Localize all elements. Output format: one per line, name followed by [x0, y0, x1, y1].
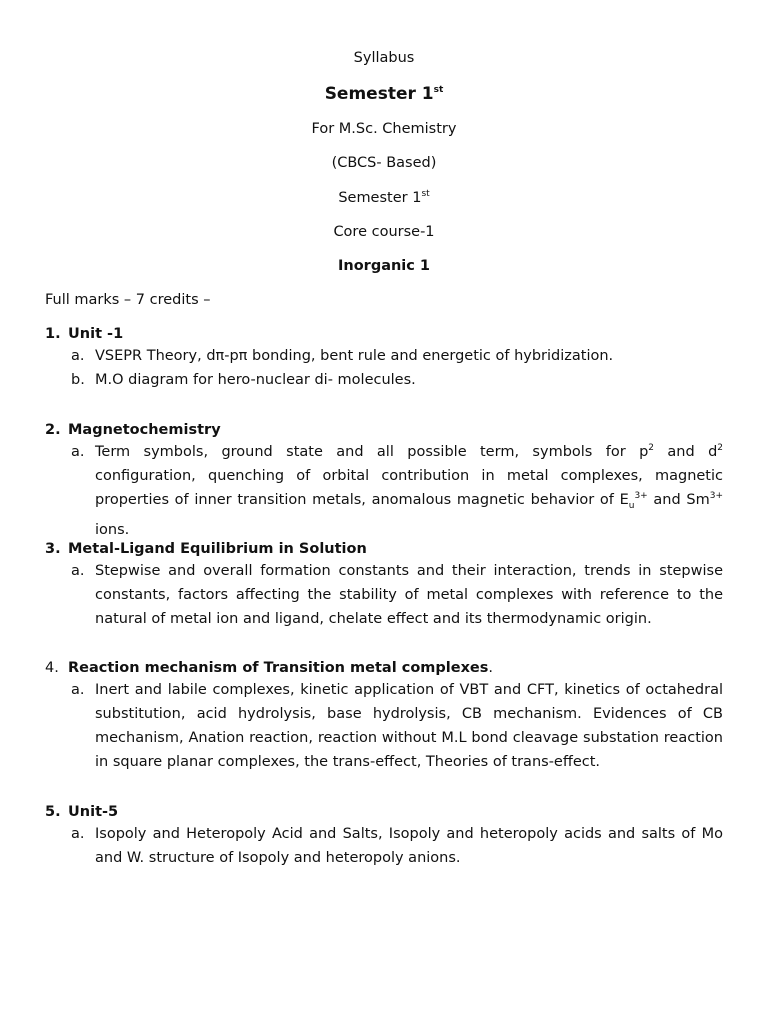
section-title: Reaction mechanism of Transition metal complexes — [68, 660, 489, 676]
core-course-text: Core course-1 — [333, 224, 435, 240]
course-name-line — [0, 256, 768, 276]
semester-title-text: Semester 1 — [324, 84, 434, 104]
item-letter: a. — [71, 682, 85, 698]
item-letter: a. — [71, 563, 85, 579]
section-number: 2. — [45, 422, 61, 438]
item-text: VSEPR Theory, dπ-pπ bonding, bent rule and energetic of hybridization. — [95, 348, 614, 364]
section-heading — [45, 539, 723, 559]
section-metal-ligand — [45, 539, 723, 631]
section-unit-5 — [45, 802, 723, 870]
course-name-text: Inorganic 1 — [337, 258, 431, 274]
syllabus-text: Syllabus — [353, 50, 415, 66]
section-title: Magnetochemistry — [68, 422, 221, 438]
section-reaction-mechanism — [45, 658, 723, 774]
item-text: Term symbols, ground state and all possible term, symbols for $p^2$ and $d^2$ configuration, quenching of orbital contribution in metal complexes, magnetic properties of inner transition metals, anomalous magnetic behavior of $E_u^{3+}$ and $Sm^{3+}$ ions. — [95, 443, 724, 538]
list-item — [45, 344, 723, 368]
section-number: 4. — [45, 660, 59, 676]
item-text: M.O diagram for hero-nuclear di- molecules. — [95, 372, 416, 388]
semester-title-sup: st — [433, 85, 444, 95]
scheme-line — [0, 153, 768, 173]
section-heading — [45, 658, 723, 678]
section-heading — [45, 420, 723, 440]
item-text: Inert and labile complexes, kinetic application of VBT and CFT, kinetics of octahedral substitution, acid hydrolysis, base hydrolysis, CB mechanism. Evidences of CB mechanism, Anation reaction, reaction without M.L bond cleavage substation reaction in square planar complexes, the trans-effect, Theories of trans-effect. — [95, 682, 723, 770]
section-unit-1 — [45, 324, 723, 392]
semester-sub-sup: st — [421, 189, 430, 199]
semester-sub-text: Semester 1 — [338, 190, 422, 206]
program-text: For M.Sc. Chemistry — [311, 121, 457, 137]
section-number: 1. — [45, 326, 61, 342]
item-letter: a. — [71, 444, 85, 460]
scheme-text: (CBCS- Based) — [331, 155, 437, 171]
section-heading — [45, 802, 723, 822]
list-item — [45, 822, 723, 870]
section-title: Unit-5 — [68, 804, 119, 820]
item-letter: a. — [71, 826, 85, 842]
list-item — [45, 559, 723, 631]
section-magnetochemistry — [45, 420, 723, 542]
item-letter: a. — [71, 348, 85, 364]
item-text: Isopoly and Heteropoly Acid and Salts, Isopoly and heteropoly acids and salts of Mo and W. structure of Isopoly and heteropoly anions. — [95, 826, 723, 866]
item-text: Stepwise and overall formation constants and their interaction, trends in stepwise constants, factors affecting the stability of metal complexes with reference to the natural of metal ion and ligand, chelate effect and its thermodynamic origin. — [95, 563, 723, 627]
section-title: Metal-Ligand Equilibrium in Solution — [68, 541, 367, 557]
section-title: Unit -1 — [68, 326, 124, 342]
section-number: 3. — [45, 541, 61, 557]
syllabus-label — [0, 48, 768, 68]
program-line — [0, 119, 768, 139]
section-title-suffix: . — [488, 660, 494, 676]
semester-title — [0, 84, 768, 104]
section-heading — [45, 324, 723, 344]
list-item — [45, 440, 723, 542]
section-number: 5. — [45, 804, 61, 820]
list-item — [45, 368, 723, 392]
item-letter: b. — [71, 372, 85, 388]
semester-sub-line — [0, 188, 768, 208]
full-marks-line: Full marks – 7 credits – — [45, 292, 211, 308]
core-course-line — [0, 222, 768, 242]
list-item — [45, 678, 723, 774]
